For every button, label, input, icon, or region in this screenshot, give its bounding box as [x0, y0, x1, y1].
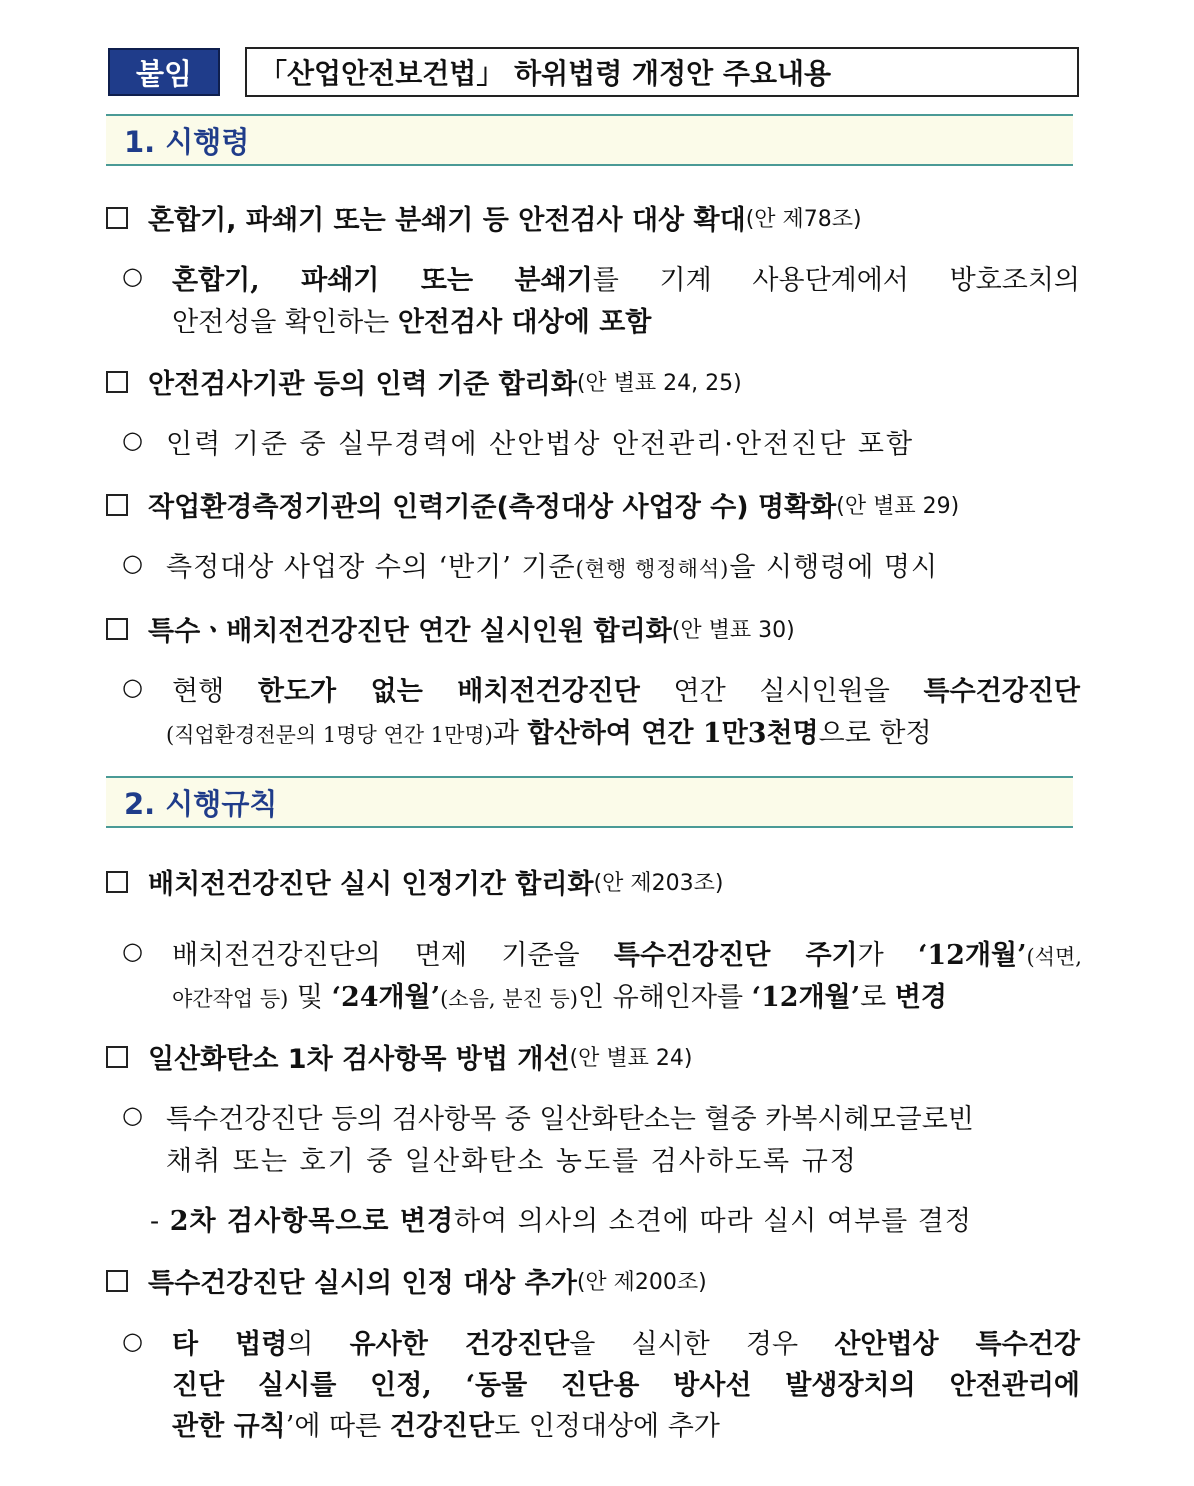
bold-text: 특수건강진단	[923, 676, 1080, 707]
bold-text: 진단 실시를 인정, ‘동물 진단용 방사선 발생장치의 안전관리에	[172, 1370, 1080, 1401]
bullet-line	[172, 975, 947, 1014]
document-title: 「산업안전보건법」 하위법령 개정안 주요내용	[245, 47, 1079, 97]
checkbox-square-icon	[106, 618, 128, 640]
text: 가	[857, 940, 918, 971]
text: 를 기계 사용단계에서 방호조치의	[592, 265, 1080, 296]
bullet-line	[166, 711, 932, 750]
heading-text: 안전검사기관 등의 인력 기준 합리화	[148, 369, 577, 400]
circle-bullet-icon: ○	[122, 549, 143, 577]
checkbox-square-icon	[106, 494, 128, 516]
text: 로	[860, 982, 895, 1013]
small-text: 야간작업 등)	[172, 987, 289, 1011]
bullet-line	[172, 1322, 1080, 1361]
item-heading-health-exam-quota	[106, 609, 795, 648]
heading-ref: (안 별표 24, 25)	[576, 371, 742, 396]
small-text: (소음, 분진 등)	[440, 987, 578, 1011]
bold-text: 변경	[894, 982, 948, 1013]
heading-text: 특수ㆍ배치전건강진단 연간 실시인원 합리화	[148, 616, 672, 647]
text: 배치전건강진단의 면제 기준을	[172, 940, 614, 971]
bold-text: 유사한 건강진단	[349, 1329, 570, 1360]
item-heading-pre-placement-exam	[106, 862, 723, 901]
bold-text: 안전검사 대상에 포함	[397, 307, 652, 338]
item-heading-inspection-staff	[106, 362, 742, 401]
text: 현행	[172, 676, 258, 707]
bold-text: 건강진단	[389, 1411, 495, 1442]
heading-ref: (안 별표 24)	[569, 1046, 693, 1071]
text: 을 시행령에 명시	[729, 552, 939, 583]
item-heading-safety-inspection	[106, 198, 862, 237]
text: 하여 의사의 소견에 따라 실시 여부를 결정	[454, 1206, 972, 1237]
bold-text: 타 법령	[172, 1329, 288, 1360]
item-heading-recognition-target	[106, 1261, 707, 1300]
bullet-line	[166, 1139, 858, 1178]
bold-text: 2차 검사항목으로 변경	[169, 1206, 455, 1237]
bold-text: 혼합기, 파쇄기 또는 분쇄기	[172, 265, 593, 296]
sub-bullet-line	[150, 1199, 972, 1238]
bullet-line	[166, 422, 914, 461]
section-header-enforcement-rules: 2. 시행규칙	[106, 776, 1073, 828]
heading-ref: (안 별표 30)	[671, 618, 795, 643]
heading-ref: (안 별표 29)	[836, 494, 960, 519]
circle-bullet-icon: ○	[122, 262, 143, 290]
text: 특수건강진단 등의 검사항목 중 일산화탄소는 혈중 카복시헤모글로빈	[166, 1104, 974, 1135]
item-heading-measurement-staff	[106, 485, 959, 524]
bold-text: 관한 규칙	[172, 1411, 286, 1442]
small-text: (현행 행정해석)	[575, 557, 730, 581]
bold-text: 특수건강진단 주기	[613, 940, 858, 971]
heading-ref: (안 제203조)	[593, 871, 724, 896]
circle-bullet-icon: ○	[122, 1101, 143, 1129]
checkbox-square-icon	[106, 1046, 128, 1068]
heading-ref: (안 제78조)	[745, 207, 862, 232]
checkbox-square-icon	[106, 871, 128, 893]
section-header-enforcement-decree: 1. 시행령	[106, 114, 1073, 166]
bold-text: ‘12개월’	[918, 940, 1027, 971]
heading-ref: (안 제200조)	[576, 1270, 707, 1295]
attachment-tag: 붙임	[108, 48, 220, 96]
bullet-line	[172, 258, 1080, 297]
heading-text: 혼합기, 파쇄기 또는 분쇄기 등 안전검사 대상 확대	[148, 205, 746, 236]
text: 과	[492, 718, 528, 749]
bullet-line	[172, 1363, 1080, 1402]
bullet-line	[166, 545, 938, 584]
heading-text: 작업환경측정기관의 인력기준(측정대상 사업장 수) 명확화	[148, 492, 837, 523]
checkbox-square-icon	[106, 1270, 128, 1292]
text: 연간 실시인원을	[639, 676, 924, 707]
text: 채취 또는 호기 중 일산화탄소 농도를 검사하도록 규정	[166, 1146, 858, 1177]
item-heading-carbon-monoxide	[106, 1037, 692, 1076]
small-text: (직업환경전문의 1명당 연간 1만명)	[166, 723, 493, 747]
text: 및	[288, 982, 332, 1013]
small-text: (석면,	[1026, 945, 1082, 969]
text: 도 인정대상에 추가	[494, 1411, 720, 1442]
heading-text: 특수건강진단 실시의 인정 대상 추가	[148, 1268, 577, 1299]
bold-text: 합산하여 연간 1만3천명	[527, 718, 819, 749]
bullet-line	[166, 1097, 974, 1136]
text: 인력 기준 중 실무경력에 산안법상 안전관리·안전진단 포함	[166, 429, 915, 460]
circle-bullet-icon: ○	[122, 1327, 143, 1355]
circle-bullet-icon: ○	[122, 937, 143, 965]
checkbox-square-icon	[106, 207, 128, 229]
heading-text: 일산화탄소 1차 검사항목 방법 개선	[148, 1044, 570, 1075]
bullet-line	[172, 933, 1082, 972]
text: 을 실시한 경우	[569, 1329, 835, 1360]
dash-bullet: -	[150, 1206, 161, 1237]
heading-text: 배치전건강진단 실시 인정기간 합리화	[148, 869, 594, 900]
bold-text: ‘12개월’	[751, 982, 861, 1013]
checkbox-square-icon	[106, 371, 128, 393]
text: 인 유해인자를	[577, 982, 752, 1013]
circle-bullet-icon: ○	[122, 673, 143, 701]
bullet-line	[172, 1404, 720, 1443]
bullet-line	[172, 669, 1080, 708]
text: 안전성을 확인하는	[172, 307, 398, 338]
bold-text: 산안법상 특수건강	[834, 1329, 1080, 1360]
text: 의	[287, 1329, 350, 1360]
text: 측정대상 사업장 수의 ‘반기’ 기준	[166, 552, 576, 583]
circle-bullet-icon: ○	[122, 426, 143, 454]
text: 으로 한정	[818, 718, 932, 749]
bold-text: ‘24개월’	[331, 982, 441, 1013]
bold-text: 한도가 없는 배치전건강진단	[257, 676, 640, 707]
text: ’에 따른	[285, 1411, 390, 1442]
bullet-line	[172, 300, 651, 339]
